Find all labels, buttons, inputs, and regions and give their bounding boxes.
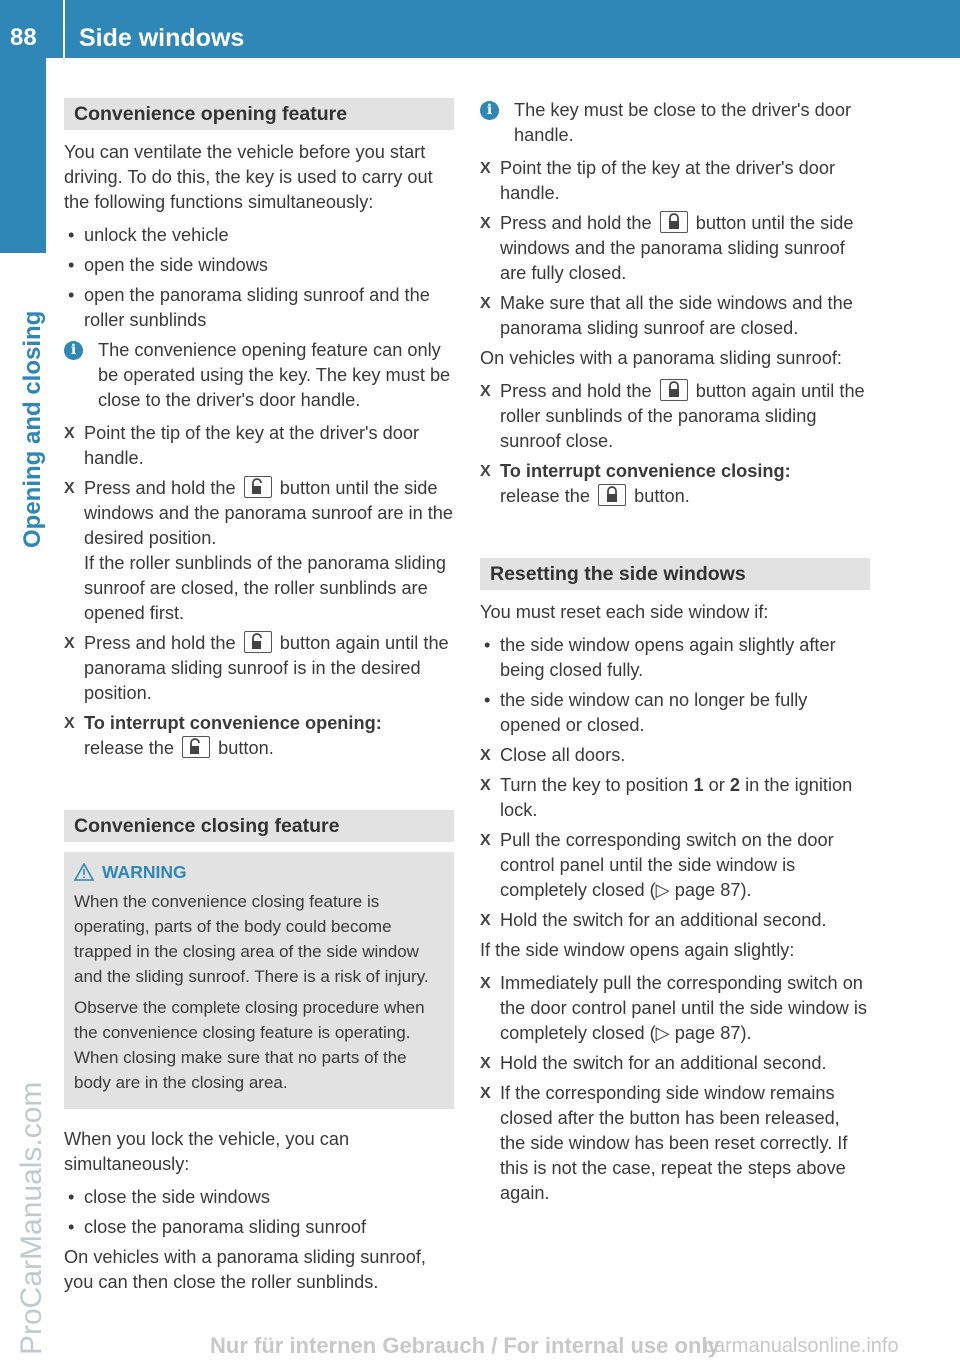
- footer-notice: Nur für internen Gebrauch / For internal use only: [210, 1333, 720, 1358]
- step-bold-text: To interrupt convenience closing:: [500, 461, 791, 481]
- paragraph: If the side window opens again slightly:: [480, 940, 795, 960]
- step-item: [480, 379, 870, 454]
- section-heading-resetting-side-windows: Resetting the side windows: [480, 558, 870, 590]
- warning-text: Observe the complete closing procedure when the convenience closing feature is operating. When closing make sure that no parts of the body are in the closing area.: [74, 998, 425, 1092]
- list-item: • open the side windows: [64, 253, 454, 278]
- step-text: button again until the roller sunblinds of the panorama sliding sunroof close.: [500, 381, 865, 451]
- header-divider: [63, 0, 65, 58]
- ignition-position: 2: [729, 775, 740, 795]
- step-text: button until the side windows and the panorama sliding sunroof are fully closed.: [500, 213, 854, 283]
- list-item: • the side window can no longer be fully opened or closed.: [480, 688, 870, 738]
- section-heading-convenience-opening: Convenience opening feature: [64, 98, 454, 130]
- info-text: The key must be close to the driver's door handle.: [514, 100, 852, 145]
- warning-box: [64, 852, 454, 1109]
- step-item: X Make sure that all the side windows and the panorama sliding sunroof are closed.: [480, 291, 870, 341]
- info-icon: i: [64, 341, 83, 360]
- section-heading-convenience-closing: Convenience closing feature: [64, 810, 454, 842]
- step-text: button until the side windows and the panorama sunroof are in the desired position.: [84, 478, 454, 548]
- paragraph: On vehicles with a panorama sliding sunroof:: [480, 348, 842, 368]
- step-item: [64, 476, 454, 626]
- info-text: The convenience opening feature can only be operated using the key. The key must be close to the driver's door handle.: [98, 340, 451, 410]
- step-text: or: [708, 775, 725, 795]
- step-text: If the roller sunblinds of the panorama sliding sunroof are closed, the roller sunblinds are opened first.: [84, 553, 446, 623]
- side-watermark: ProCarManuals.com: [15, 1081, 48, 1355]
- info-icon: i: [480, 101, 499, 120]
- step-item: X Pull the corresponding switch on the door control panel until the side window is completely closed (▷ page 87).: [480, 828, 870, 903]
- step-text: Press and hold the: [500, 381, 652, 401]
- list-item: • open the panorama sliding sunroof and the roller sunblinds: [64, 283, 454, 333]
- step-item: X Point the tip of the key at the driver's door handle.: [480, 156, 870, 206]
- step-item: [64, 631, 454, 706]
- list-item: • close the side windows: [64, 1185, 454, 1210]
- step-text: button again until the panorama sliding sunroof is in the desired position.: [84, 633, 449, 703]
- warning-header: [74, 860, 444, 885]
- step-text: Press and hold the: [84, 478, 236, 498]
- step-text: button.: [634, 486, 690, 506]
- step-text: Press and hold the: [500, 213, 652, 233]
- chapter-tab: [0, 58, 46, 253]
- info-note: [480, 98, 870, 148]
- ignition-position: 1: [693, 775, 704, 795]
- lock-button-icon: [660, 211, 688, 233]
- step-text: Press and hold the: [84, 633, 236, 653]
- warning-text: When the convenience closing feature is operating, parts of the body could become trapped in the closing area of the side window and the sliding sunroof. There is a risk of injury.: [74, 892, 429, 986]
- step-bold-text: To interrupt convenience opening:: [84, 713, 382, 733]
- chapter-label: Opening and closing: [19, 310, 46, 548]
- step-item: [64, 711, 454, 761]
- step-text: release the: [500, 486, 590, 506]
- step-item: X Immediately pull the corresponding switch on the door control panel until the side window is completely closed (▷ page 87).: [480, 971, 870, 1046]
- step-item: X Point the tip of the key at the driver's door handle.: [64, 421, 454, 471]
- step-item: X Hold the switch for an additional second.: [480, 1051, 870, 1076]
- warning-triangle-icon: [74, 863, 94, 881]
- paragraph: You can ventilate the vehicle before you start driving. To do this, the key is used to carry out the following functions simultaneously:: [64, 142, 433, 212]
- paragraph: On vehicles with a panorama sliding sunroof, you can then close the roller sunblinds.: [64, 1247, 426, 1292]
- step-text: release the: [84, 738, 174, 758]
- footer-site-watermark: carmanualsonline.info: [704, 1335, 899, 1357]
- paragraph: When you lock the vehicle, you can simultaneously:: [64, 1129, 350, 1174]
- list-item: • the side window opens again slightly after being closed fully.: [480, 633, 870, 683]
- step-item: X If the corresponding side window remains closed after the button has been released, the side window has been reset correctly. If this is not the case, repeat the steps above again.: [480, 1081, 870, 1206]
- step-text: button.: [218, 738, 274, 758]
- unlock-button-icon: [244, 631, 272, 653]
- page-number: 88: [10, 24, 37, 51]
- step-item: X Hold the switch for an additional second.: [480, 908, 870, 933]
- info-note: [64, 338, 454, 413]
- unlock-button-icon: [182, 736, 210, 758]
- paragraph: You must reset each side window if:: [480, 602, 769, 622]
- step-text: Turn the key to position: [500, 775, 689, 795]
- step-text: in the ignition lock.: [500, 775, 853, 820]
- left-column: [64, 98, 454, 1303]
- step-item: X Close all doors.: [480, 743, 870, 768]
- list-item: • unlock the vehicle: [64, 223, 454, 248]
- lock-button-icon: [660, 379, 688, 401]
- step-item: [480, 211, 870, 286]
- step-item: [480, 459, 870, 509]
- list-item: • close the panorama sliding sunroof: [64, 1215, 454, 1240]
- step-item: [480, 773, 870, 823]
- page-title: Side windows: [79, 24, 245, 52]
- lock-button-icon: [598, 484, 626, 506]
- warning-label: WARNING: [102, 862, 187, 882]
- right-column: [480, 98, 870, 1211]
- unlock-button-icon: [244, 476, 272, 498]
